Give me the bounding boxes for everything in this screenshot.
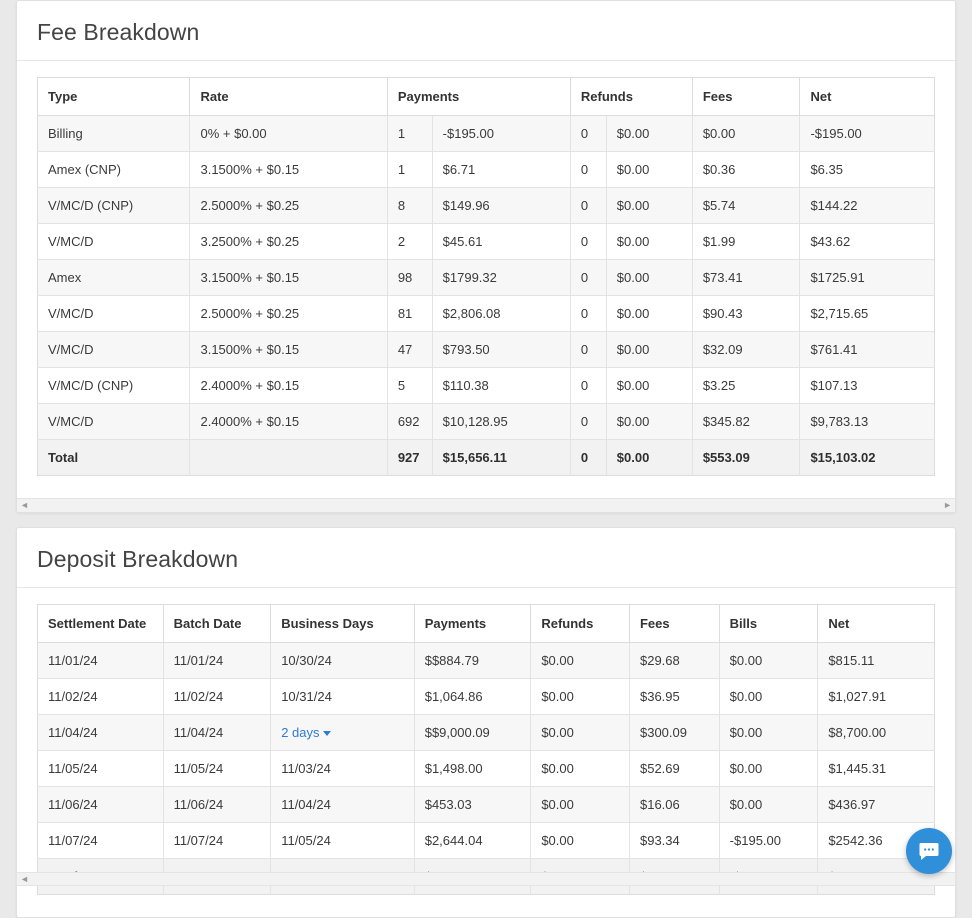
cell-settlement-date: 11/05/24	[38, 751, 164, 787]
cell-net: $9,783.13	[800, 404, 935, 440]
fee-table-horizontal-scrollbar[interactable]	[17, 498, 955, 512]
table-row	[38, 823, 935, 859]
cell-batch-date: 11/07/24	[163, 823, 271, 859]
deposit-breakdown-card	[16, 527, 956, 918]
cell-refunds: $0.00	[531, 643, 630, 679]
column-header-refunds[interactable]: Refunds	[570, 78, 692, 116]
table-header-row	[38, 605, 935, 643]
column-header-net[interactable]: Net	[818, 605, 935, 643]
cell-refunds-amount: $0.00	[606, 404, 692, 440]
cell-batch-date: 11/01/24	[163, 643, 271, 679]
table-row	[38, 404, 935, 440]
cell-rate: 3.2500% + $0.25	[190, 224, 387, 260]
cell-payments-amount: $793.50	[432, 332, 570, 368]
cell-net: -$195.00	[800, 116, 935, 152]
table-row	[38, 332, 935, 368]
cell-batch-date: 11/06/24	[163, 787, 271, 823]
cell-refunds-amount: $0.00	[606, 188, 692, 224]
cell-payments: $453.03	[414, 787, 531, 823]
cell-net: $144.22	[800, 188, 935, 224]
cell-total-payments-amount: $15,656.11	[432, 440, 570, 476]
cell-fees: $93.34	[629, 823, 719, 859]
deposit-breakdown-table	[37, 604, 935, 895]
column-header-batch-date[interactable]: Batch Date	[163, 605, 271, 643]
cell-refunds-count: 0	[570, 296, 606, 332]
cell-refunds: $0.00	[531, 823, 630, 859]
cell-type: V/MC/D	[38, 404, 190, 440]
fee-table-head	[38, 78, 935, 116]
table-row	[38, 296, 935, 332]
cell-type: Amex	[38, 260, 190, 296]
column-header-bills[interactable]: Bills	[719, 605, 818, 643]
cell-payments-count: 692	[387, 404, 432, 440]
column-header-payments[interactable]: Payments	[414, 605, 531, 643]
cell-fees: $345.82	[692, 404, 800, 440]
cell-type: Amex (CNP)	[38, 152, 190, 188]
business-days-dropdown[interactable]: 2 days	[281, 725, 320, 740]
cell-net: $6.35	[800, 152, 935, 188]
cell-bills: $0.00	[719, 643, 818, 679]
cell-fees: $5.74	[692, 188, 800, 224]
column-header-net[interactable]: Net	[800, 78, 935, 116]
cell-type: V/MC/D	[38, 332, 190, 368]
cell-net: $43.62	[800, 224, 935, 260]
table-row	[38, 116, 935, 152]
cell-fees: $52.69	[629, 751, 719, 787]
cell-settlement-date: 11/01/24	[38, 643, 164, 679]
cell-rate: 0% + $0.00	[190, 116, 387, 152]
column-header-business-days[interactable]: Business Days	[271, 605, 415, 643]
chat-support-button[interactable]	[906, 828, 952, 874]
cell-type: V/MC/D	[38, 224, 190, 260]
cell-rate: 3.1500% + $0.15	[190, 152, 387, 188]
scroll-right-arrow-icon[interactable]: ►	[943, 500, 952, 510]
fee-breakdown-header	[17, 1, 955, 61]
cell-settlement-date: 11/07/24	[38, 823, 164, 859]
table-row	[38, 715, 935, 751]
cell-type: V/MC/D	[38, 296, 190, 332]
cell-total-refunds-count: 0	[570, 440, 606, 476]
column-header-settlement-date[interactable]: Settlement Date	[38, 605, 164, 643]
cell-payments-count: 98	[387, 260, 432, 296]
cell-fees: $29.68	[629, 643, 719, 679]
deposit-breakdown-header	[17, 528, 955, 588]
cell-refunds-amount: $0.00	[606, 332, 692, 368]
cell-rate: 3.1500% + $0.15	[190, 332, 387, 368]
cell-payments-count: 1	[387, 152, 432, 188]
cell-net: $8,700.00	[818, 715, 935, 751]
cell-refunds-count: 0	[570, 368, 606, 404]
cell-net: $815.11	[818, 643, 935, 679]
cell-rate: 3.1500% + $0.15	[190, 260, 387, 296]
cell-refunds: $0.00	[531, 751, 630, 787]
cell-fees: $90.43	[692, 296, 800, 332]
table-row	[38, 260, 935, 296]
cell-refunds: $0.00	[531, 679, 630, 715]
cell-refunds-count: 0	[570, 332, 606, 368]
table-row	[38, 224, 935, 260]
cell-net: $436.97	[818, 787, 935, 823]
cell-settlement-date: 11/04/24	[38, 715, 164, 751]
fee-breakdown-table	[37, 77, 935, 476]
cell-refunds-count: 0	[570, 224, 606, 260]
table-row	[38, 368, 935, 404]
cell-business-days: 11/03/24	[271, 751, 415, 787]
cell-refunds-amount: $0.00	[606, 116, 692, 152]
column-header-payments[interactable]: Payments	[387, 78, 570, 116]
scroll-left-arrow-icon[interactable]: ◄	[20, 500, 29, 510]
cell-net: $1,027.91	[818, 679, 935, 715]
column-header-type[interactable]: Type	[38, 78, 190, 116]
cell-total-refunds-amount: $0.00	[606, 440, 692, 476]
cell-net: $1,445.31	[818, 751, 935, 787]
deposit-table-head	[38, 605, 935, 643]
deposit-table-wrap	[17, 588, 955, 917]
cell-payments: $$9,000.09	[414, 715, 531, 751]
cell-refunds-count: 0	[570, 260, 606, 296]
cell-payments-amount: $149.96	[432, 188, 570, 224]
cell-payments: $$884.79	[414, 643, 531, 679]
cell-type: V/MC/D (CNP)	[38, 188, 190, 224]
cell-payments-count: 47	[387, 332, 432, 368]
cell-fees: $73.41	[692, 260, 800, 296]
cell-refunds-amount: $0.00	[606, 296, 692, 332]
cell-total-fees: $553.09	[692, 440, 800, 476]
cell-bills: -$195.00	[719, 823, 818, 859]
cell-refunds: $0.00	[531, 715, 630, 751]
cell-refunds-count: 0	[570, 152, 606, 188]
cell-settlement-date: 11/02/24	[38, 679, 164, 715]
fee-breakdown-card	[16, 0, 956, 513]
cell-net: $1725.91	[800, 260, 935, 296]
cell-fees: $1.99	[692, 224, 800, 260]
cell-rate: 2.5000% + $0.25	[190, 296, 387, 332]
cell-payments-amount: $45.61	[432, 224, 570, 260]
cell-business-days[interactable]	[271, 715, 415, 751]
cell-payments-count: 5	[387, 368, 432, 404]
cell-fees: $16.06	[629, 787, 719, 823]
cell-fees: $3.25	[692, 368, 800, 404]
cell-payments-amount: $1799.32	[432, 260, 570, 296]
cell-payments-count: 8	[387, 188, 432, 224]
cell-refunds-amount: $0.00	[606, 224, 692, 260]
cell-net: $107.13	[800, 368, 935, 404]
deposit-table-horizontal-scrollbar[interactable]	[16, 872, 956, 886]
cell-batch-date: 11/02/24	[163, 679, 271, 715]
cell-refunds-count: 0	[570, 404, 606, 440]
column-header-fees[interactable]: Fees	[692, 78, 800, 116]
cell-type: Billing	[38, 116, 190, 152]
cell-business-days: 11/05/24	[271, 823, 415, 859]
table-row	[38, 188, 935, 224]
deposit-table-body	[38, 643, 935, 895]
cell-rate: 2.5000% + $0.25	[190, 188, 387, 224]
cell-refunds-amount: $0.00	[606, 368, 692, 404]
cell-rate: 2.4000% + $0.15	[190, 404, 387, 440]
cell-refunds-amount: $0.00	[606, 260, 692, 296]
fee-table-body	[38, 116, 935, 476]
cell-net: $2542.36	[818, 823, 935, 859]
table-row	[38, 787, 935, 823]
deposit-breakdown-title: Deposit Breakdown	[37, 546, 239, 572]
cell-total-rate	[190, 440, 387, 476]
cell-bills: $0.00	[719, 679, 818, 715]
fee-table-wrap	[17, 61, 955, 498]
cell-batch-date: 11/04/24	[163, 715, 271, 751]
cell-fees: $32.09	[692, 332, 800, 368]
table-row	[38, 751, 935, 787]
cell-payments-count: 2	[387, 224, 432, 260]
cell-fees: $0.00	[692, 116, 800, 152]
column-header-fees[interactable]: Fees	[629, 605, 719, 643]
cell-fees: $0.36	[692, 152, 800, 188]
cell-payments-amount: -$195.00	[432, 116, 570, 152]
cell-settlement-date: 11/06/24	[38, 787, 164, 823]
cell-business-days: 10/30/24	[271, 643, 415, 679]
column-header-refunds[interactable]: Refunds	[531, 605, 630, 643]
cell-net: $2,715.65	[800, 296, 935, 332]
cell-net: $761.41	[800, 332, 935, 368]
column-header-rate[interactable]: Rate	[190, 78, 387, 116]
cell-payments-amount: $110.38	[432, 368, 570, 404]
chat-bubble-icon	[917, 839, 941, 863]
cell-total-payments-count: 927	[387, 440, 432, 476]
cell-bills: $0.00	[719, 715, 818, 751]
cell-business-days: 11/04/24	[271, 787, 415, 823]
cell-total-label: Total	[38, 440, 190, 476]
cell-payments: $2,644.04	[414, 823, 531, 859]
cell-refunds-amount: $0.00	[606, 152, 692, 188]
cell-business-days: 10/31/24	[271, 679, 415, 715]
table-row	[38, 152, 935, 188]
cell-bills: $0.00	[719, 751, 818, 787]
cell-payments-amount: $6.71	[432, 152, 570, 188]
cell-payments-count: 81	[387, 296, 432, 332]
table-row	[38, 679, 935, 715]
cell-bills: $0.00	[719, 787, 818, 823]
cell-fees: $300.09	[629, 715, 719, 751]
cell-refunds-count: 0	[570, 116, 606, 152]
scroll-left-arrow-icon[interactable]: ◄	[20, 873, 29, 884]
cell-refunds: $0.00	[531, 787, 630, 823]
cell-rate: 2.4000% + $0.15	[190, 368, 387, 404]
cell-fees: $36.95	[629, 679, 719, 715]
cell-payments-count: 1	[387, 116, 432, 152]
table-header-row	[38, 78, 935, 116]
cell-payments-amount: $2,806.08	[432, 296, 570, 332]
table-row	[38, 643, 935, 679]
cell-type: V/MC/D (CNP)	[38, 368, 190, 404]
table-total-row	[38, 440, 935, 476]
cell-refunds-count: 0	[570, 188, 606, 224]
chevron-down-icon[interactable]	[323, 731, 331, 736]
cell-payments-amount: $10,128.95	[432, 404, 570, 440]
cell-payments: $1,498.00	[414, 751, 531, 787]
cell-payments: $1,064.86	[414, 679, 531, 715]
cell-batch-date: 11/05/24	[163, 751, 271, 787]
cell-total-net: $15,103.02	[800, 440, 935, 476]
page-title: Fee Breakdown	[37, 19, 200, 45]
